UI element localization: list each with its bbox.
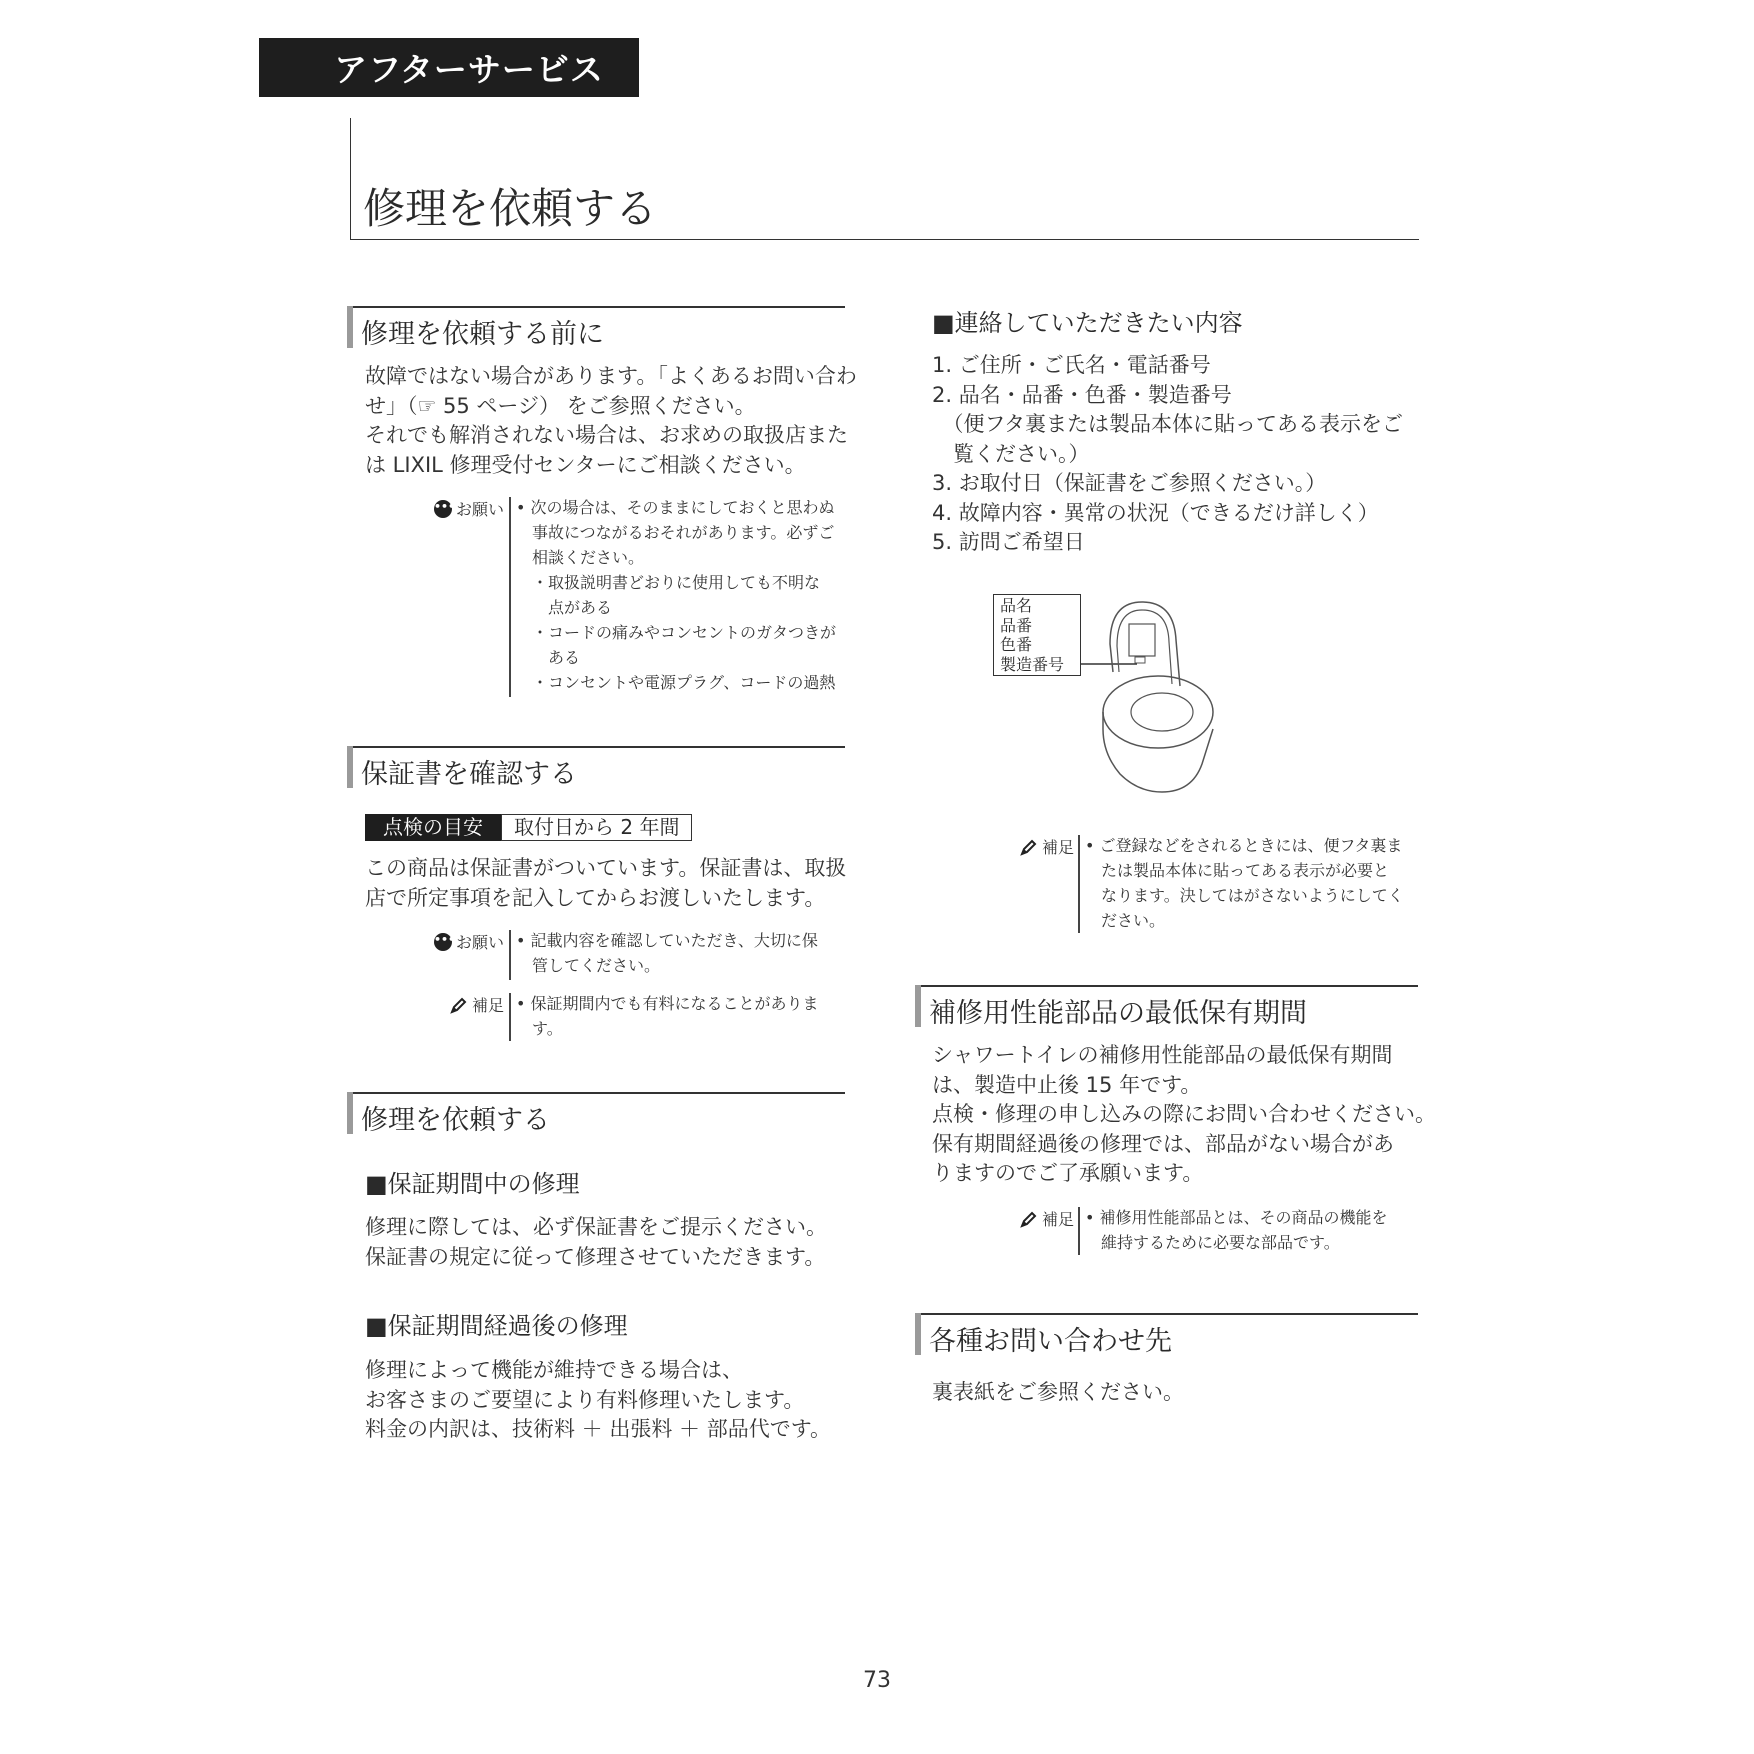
before-paragraph: 故障ではない場合があります。「よくあるお問い合わ せ」（☞ 55 ページ） をご参照ください。 それでも解消されない場合は、お求めの取扱店また は LIXIL 修理受付センターにご相談ください。: [365, 364, 857, 477]
list-item: （便フタ裏または製品本体に貼ってある表示をご: [932, 412, 1404, 436]
note-label-supplement: 補足: [990, 1207, 1074, 1230]
note-label-supplement: 補足: [420, 993, 504, 1016]
section-heading-request: [347, 1092, 845, 1134]
note-body-warranty-1: • 記載内容を確認していただき、大切に保 管してください。: [516, 931, 818, 975]
warranty-paragraph: この商品は保証書がついています。保証書は、取扱 店で所定事項を記入してからお渡しいたします。: [365, 856, 847, 910]
in-warranty-paragraph: 修理に際しては、必ず保証書をご提示ください。 保証書の規定に従って修理させていただきます。: [365, 1215, 827, 1269]
section-heading-warranty: [347, 746, 845, 788]
note-rule: [509, 993, 511, 1041]
pencil-icon: [1020, 838, 1038, 856]
note-label-request: ••• お願い: [433, 932, 504, 952]
section-heading-inquiry: [915, 1313, 1418, 1355]
note-rule: [509, 930, 511, 980]
heading-text: 各種お問い合わせ先: [929, 1326, 1172, 1357]
list-item: 5. 訪問ご希望日: [932, 530, 1085, 554]
inspection-guide: [365, 814, 692, 841]
product-label-box: 品名 品番 色番 製造番号: [993, 594, 1081, 676]
list-item: 2. 品名・品番・色番・製造番号: [932, 382, 1232, 407]
inspection-key: 点検の目安: [365, 814, 501, 841]
contact-list: [932, 351, 1403, 558]
title-horizontal-rule: [350, 239, 1419, 240]
list-item: 4. 故障内容・異常の状況（できるだけ詳しく）: [932, 500, 1379, 525]
subheading-in-warranty: ■保証期間中の修理: [365, 1170, 580, 1198]
note-rule: [1078, 1207, 1080, 1255]
page-number: 73: [863, 1668, 891, 1693]
toilet-illustration: [1080, 594, 1230, 804]
subheading-after-warranty: ■保証期間経過後の修理: [365, 1312, 628, 1340]
note-body-parts: • 補修用性能部品とは、その商品の機能を 維持するために必要な部品です。: [1085, 1208, 1388, 1252]
subheading-contact: ■連絡していただきたい内容: [932, 309, 1243, 337]
page-title: 修理を依頼する: [363, 184, 658, 233]
heading-text: 修理を依頼する: [361, 1105, 550, 1136]
heading-text: 補修用性能部品の最低保有期間: [929, 998, 1307, 1029]
parts-paragraph: シャワートイレの補修用性能部品の最低保有期間 は、製造中止後 15 年です。 点検・修理の申し込みの際にお問い合わせください。 保有期間経過後の修理では、部品がない場合があ りますのでご了承願います。: [932, 1043, 1436, 1185]
list-item: 1. ご住所・ご氏名・電話番号: [932, 353, 1211, 377]
pencil-icon: [1020, 1210, 1038, 1228]
title-vertical-rule: [350, 118, 351, 240]
heading-text: 修理を依頼する前に: [361, 319, 604, 350]
after-warranty-paragraph: 修理によって機能が維持できる場合は、 お客さまのご要望により有料修理いたします。 料金の内訳は、技術料 ＋ 出張料 ＋ 部品代です。: [365, 1358, 832, 1441]
note-body-before: • 次の場合は、そのままにしておくと思わぬ 事故につながるおそれがあります。必ずご 相談ください。 ・取扱説明書どおりに使用しても不明な 点がある ・コードの痛みやコンセントのガタつきが ある ・コンセントや電源プラグ、コードの過熱: [516, 498, 837, 692]
section-heading-parts: [915, 985, 1418, 1027]
note-label-request: ••• お願い: [433, 499, 504, 519]
inspection-value: 取付日から 2 年間: [501, 814, 692, 841]
section-tab-label: アフターサービス: [259, 38, 639, 97]
list-item: 3. お取付日（保証書をご参照ください。）: [932, 471, 1327, 495]
pencil-icon: [450, 996, 468, 1014]
note-body-warranty-2: • 保証期間内でも有料になることがありま す。: [516, 994, 819, 1038]
note-body-contact: • ご登録などをされるときには、便フタ裏ま たは製品本体に貼ってある表示が必要と なります。決してはがさないようにしてく ださい。: [1085, 836, 1404, 930]
speech-dots-icon: •••: [434, 500, 452, 518]
note-rule: [509, 497, 511, 697]
section-heading-before: [347, 306, 845, 348]
inquiry-text: 裏表紙をご参照ください。: [932, 1380, 1184, 1404]
note-rule: [1078, 835, 1080, 933]
heading-text: 保証書を確認する: [361, 759, 577, 790]
note-label-supplement: 補足: [990, 835, 1074, 858]
speech-dots-icon: •••: [434, 933, 452, 951]
list-item: 覧ください。）: [932, 441, 1090, 466]
